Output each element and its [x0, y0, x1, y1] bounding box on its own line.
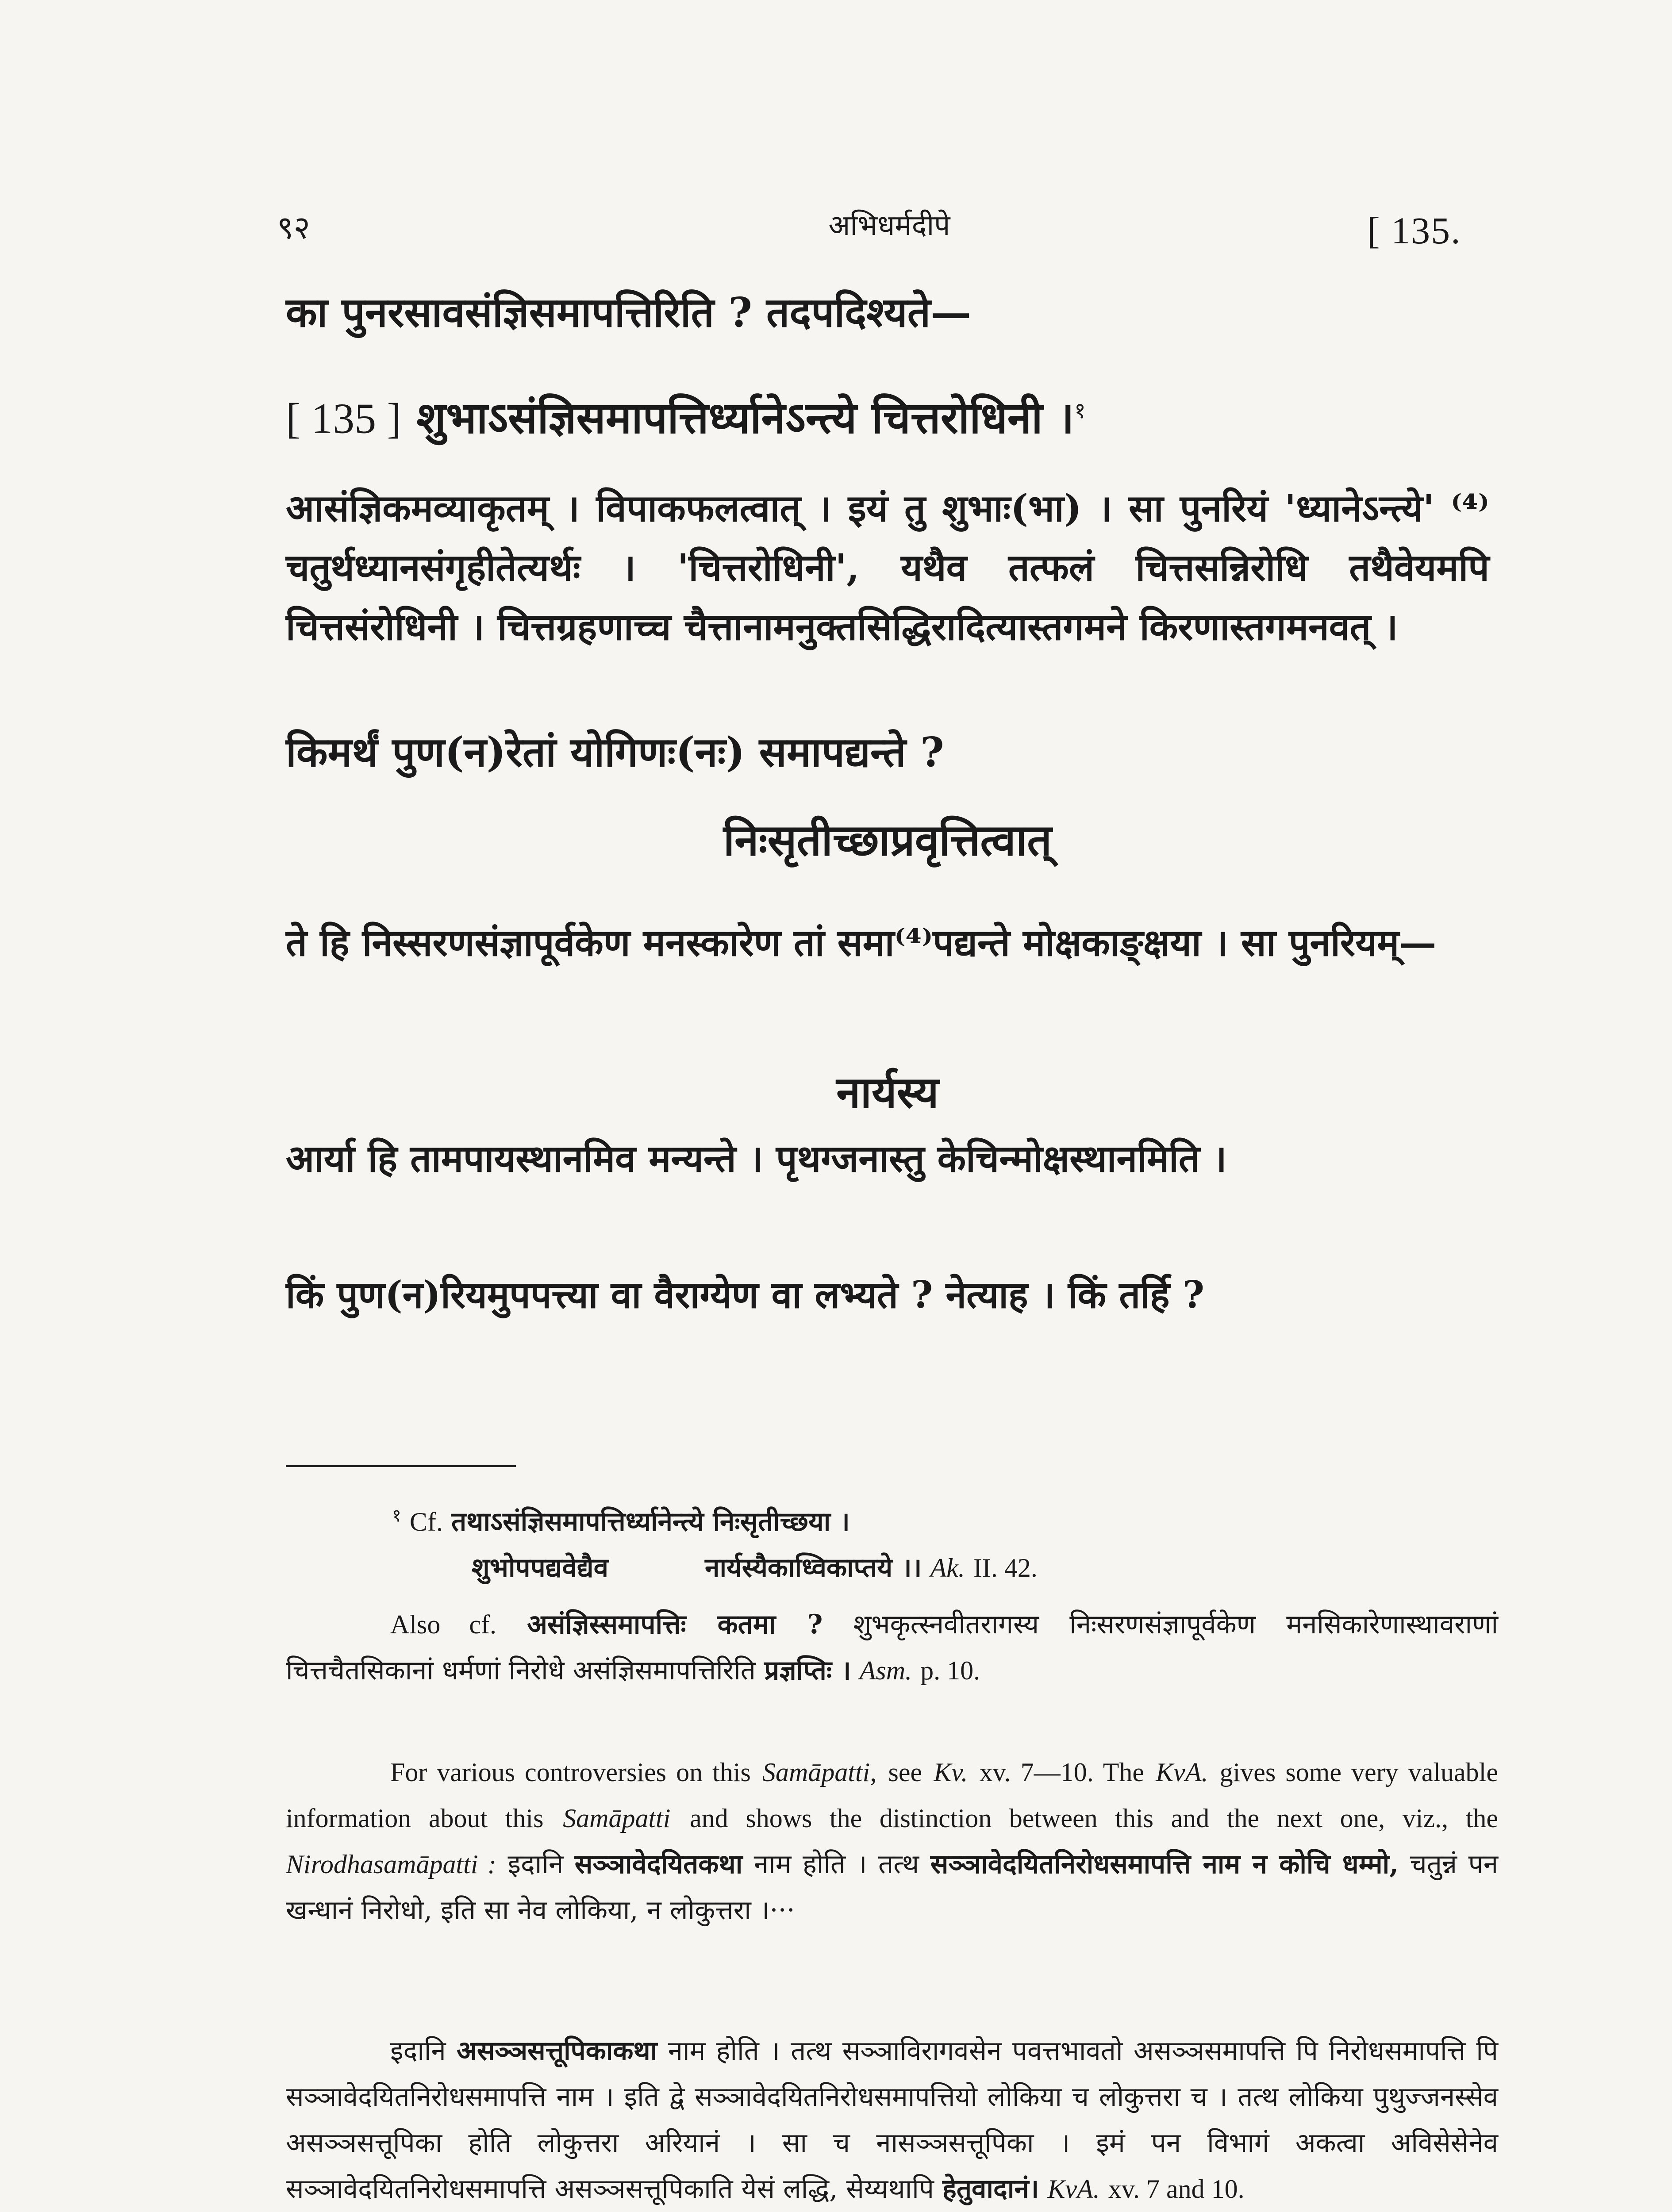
footnote-1-location: II. 42. [973, 1553, 1038, 1582]
question-3: किं पुण(न)रियमुपपत्त्या वा वैराग्येण वा लभ्यते ? नेत्याह । किं तर्हि ? [286, 1273, 1205, 1317]
asm-definition: शुभकृत्स्नवीतरागस्य निःसरणसंज्ञापूर्वकेण मनसिकारेणास्थावराणां चित्तचैतसिकानां धर्मणां निरोधे असंज्ञिसमापत्तिरिति [286, 1609, 1498, 1686]
kva-source: KvA. [1047, 2174, 1100, 2204]
footnote-1-line-2 [392, 1545, 1498, 1591]
karika-heading-2: निःसृतीच्छाप्रवृत्तित्वात् [723, 815, 1052, 866]
kv-samapatti-term: Samāpatti, [762, 1758, 877, 1787]
asm-source: Asm. [859, 1656, 912, 1685]
question-2: किमर्थं पुण(न)रेतां योगिणः(नः) समापद्यन्ते ? [286, 728, 944, 776]
asm-location: p. 10. [920, 1656, 980, 1685]
kv-pali-d: सञ्ञावेदयितनिरोधसमापत्ति नाम न कोचि धम्मो, [930, 1849, 1399, 1880]
kv-text-b: see [888, 1758, 922, 1787]
kv-samapatti-term-2: Samāpatti [563, 1804, 671, 1833]
opening-question: का पुनरसावसंज्ञिसमापत्तिरिति ? तदपदिश्यते— [286, 288, 972, 336]
footnote-1-cf: Cf. [409, 1507, 443, 1536]
asm-question: असंज्ञिस्समापत्तिः कतमा ? [527, 1609, 823, 1640]
verse-number: [ 135 ] [286, 395, 402, 443]
footnote-1-source: Ak. [930, 1553, 965, 1582]
commentary-paragraph-1: आसंज्ञिकमव्याकृतम् । विपाकफलत्वात् । इयं तु शुभाः(भा) । सा पुनरियं 'ध्यानेऽन्त्ये' ⁽⁴⁾चतुर्थध्यानसंगृहीतेत्यर्थः । 'चित्तरोधिनी', यथैव तत्फलं चित्तसन्निरोधि तथैवेयमपि चित्तसंरोधिनी । चित्तग्रहणाच्च चैत्तानामनुक्तसिद्धिरादित्यास्तगमने किरणास्तगमनवत् । [286, 486, 1489, 649]
commentary-paragraph-3: आर्या हि तामपायस्थानमिव मन्यन्ते । पृथग्जनास्तु केचिन्मोक्षस्थानमिति । [286, 1137, 1227, 1180]
kva-pali-a: इदानि [390, 2035, 446, 2066]
kv-pali-e: चतुन्नं पन खन्धानं निरोधो, इति सा नेव लोकिया, न लोकुत्तरा ।··· [286, 1849, 1499, 1926]
kv-text-e: and shows the distinction between this and the next one, viz., the [690, 1804, 1498, 1833]
running-title: अभिधर्मदीपे [828, 209, 950, 242]
kv-abbrev: Kv. [934, 1758, 968, 1787]
verse-footnote-marker: १ [1074, 398, 1086, 423]
karika-heading-3: नार्यस्य [836, 1067, 939, 1118]
page-number: ९२ [277, 209, 310, 246]
section-reference: [ 135. [1367, 209, 1461, 252]
footnote-1-verse-line-2a: शुभोपपद्यवेद्यैव [472, 1552, 608, 1583]
karika-verse [286, 380, 1489, 450]
asm-prajnapti: प्रज्ञप्तिः । [764, 1655, 851, 1686]
footnote-divider [286, 1465, 516, 1467]
kva-location: xv. 7 and 10. [1108, 2174, 1245, 2204]
footnote-1-marker: १ [392, 1505, 401, 1526]
kv-nirodha-term: Nirodhasamāpatti : [286, 1850, 496, 1879]
kv-pali-b: सञ्ञावेदयितकथा [574, 1849, 743, 1880]
kv-pali-a: इदानि [507, 1849, 564, 1880]
commentary-paragraph-2: ते हि निस्सरणसंज्ञापूर्वकेण मनस्कारेण तां समा⁽⁴⁾पद्यन्ते मोक्षकाङ्क्षया । सा पुनरियम्— [286, 921, 1437, 964]
kv-text-d: gives some very valuable information about this [286, 1758, 1498, 1833]
kva-abbrev: KvA. [1156, 1758, 1208, 1787]
footnote-1-verse-line-2b: नार्यस्यैकाध्विकाप्तये ।। [705, 1552, 922, 1583]
kva-pali-c: नाम होति । तत्थ सञ्ञाविरागवसेन पवत्तभावतो असञ्ञसमापत्ति पि निरोधसमापत्ति पि सञ्ञावेदयितनिरोधसमापत्ति नाम । इति द्वे सञ्ञावेदयितनिरोधसमापत्तियो लोकिया च लोकुत्तरा च । तत्थ लोकिया पुथुज्जनस्सेव असञ्ञसत्तूपिका होति लोकुत्तरा अरियानं । सा च नासञ्ञसत्तूपिका । इमं पन विभागं अकत्वा अविसेसेनेव सञ्ञावेदयितनिरोधसमापत्ति असञ्ञसत्तूपिकाति येसं लद्धि, सेय्यथापि [286, 2035, 1498, 2204]
footnote-1-line-1 [392, 1493, 1498, 1545]
kva-pali-b: असञ्ञसत्तूपिकाकथा [457, 2035, 657, 2066]
also-cf: Also cf. [390, 1610, 497, 1639]
footnote-1-verse-line-1: तथाऽसंज्ञिसमापत्तिर्ध्यानेन्त्ये निःसृतीच्छया । [451, 1506, 850, 1537]
kv-text-c: xv. 7—10. The [979, 1758, 1145, 1787]
kva-pali-d: हेतुवादानं। [942, 2174, 1039, 2204]
footnote-paragraph-kva [286, 2028, 1498, 2212]
kv-pali-c: नाम होति । तत्थ [753, 1849, 919, 1880]
verse-text: शुभाऽसंज्ञिसमापत्तिर्ध्यानेऽन्त्ये चित्तरोधिनी । [416, 392, 1074, 444]
footnote-1 [286, 1493, 1498, 1591]
footnote-paragraph-kv [286, 1749, 1498, 1933]
kv-text-a: For various controversies on this [390, 1758, 751, 1787]
footnote-paragraph-asm [286, 1601, 1498, 1694]
